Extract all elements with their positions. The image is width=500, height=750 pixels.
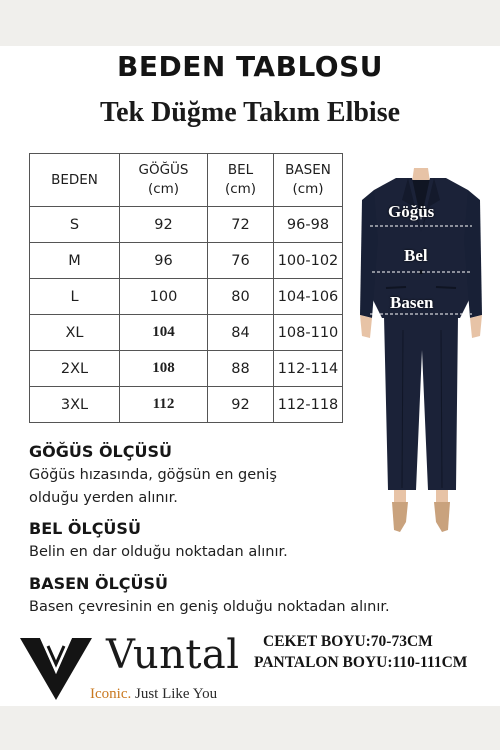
bel-label: Bel	[404, 246, 428, 265]
bel-heading: BEL ÖLÇÜSÜ	[29, 519, 141, 538]
table-row	[30, 387, 343, 423]
table-cell: 88	[208, 351, 274, 387]
tagline-rest: Just Like You	[131, 686, 218, 702]
table-cell: 112-114	[274, 351, 343, 387]
header-basen: BASEN (cm)	[274, 154, 343, 207]
table-cell: 3XL	[30, 387, 120, 423]
bottom-background-band	[0, 706, 500, 750]
table-cell: 96-98	[274, 207, 343, 243]
vuntal-logo-icon	[20, 638, 92, 700]
ceket-boyu: CEKET BOYU:70-73CM	[263, 633, 433, 650]
gogus-label: Göğüs	[388, 202, 435, 221]
table-cell: 108	[120, 351, 208, 387]
table-cell: 72	[208, 207, 274, 243]
table-cell: M	[30, 243, 120, 279]
table-cell: 76	[208, 243, 274, 279]
page-title: BEDEN TABLOSU	[116, 50, 383, 83]
table-cell: 80	[208, 279, 274, 315]
table-cell: 92	[120, 207, 208, 243]
table-cell: L	[30, 279, 120, 315]
gogus-text-line2: olduğu yerden alınır.	[29, 490, 178, 506]
size-table	[29, 153, 343, 423]
brand-name: Vuntal	[106, 632, 240, 678]
table-row	[30, 315, 343, 351]
table-cell: 92	[208, 387, 274, 423]
header-bel: BEL (cm)	[208, 154, 274, 207]
table-row	[30, 279, 343, 315]
table-row	[30, 207, 343, 243]
table-cell: 104	[120, 315, 208, 351]
table-cell: 112	[120, 387, 208, 423]
table-cell: 84	[208, 315, 274, 351]
table-cell: 112-118	[274, 387, 343, 423]
basen-text: Basen çevresinin en geniş olduğu noktadan alınır.	[29, 599, 390, 615]
header-beden: BEDEN	[30, 154, 120, 207]
table-cell: 2XL	[30, 351, 120, 387]
header-gogus: GÖĞÜS (cm)	[120, 154, 208, 207]
table-cell: 96	[120, 243, 208, 279]
gogus-text-line1: Göğüs hızasında, göğsün en geniş	[29, 467, 277, 483]
table-cell: 108-110	[274, 315, 343, 351]
pantalon-boyu: PANTALON BOYU:110-111CM	[254, 654, 468, 671]
tagline-prefix: Iconic.	[90, 686, 132, 702]
table-cell: 100	[120, 279, 208, 315]
bel-text: Belin en dar olduğu noktadan alınır.	[29, 544, 288, 560]
table-cell: 100-102	[274, 243, 343, 279]
gogus-heading: GÖĞÜS ÖLÇÜSÜ	[29, 442, 172, 461]
brand-tagline	[90, 686, 217, 703]
top-background-band	[0, 0, 500, 46]
table-cell: 104-106	[274, 279, 343, 315]
table-cell: S	[30, 207, 120, 243]
basen-label: Basen	[390, 293, 434, 312]
basen-heading: BASEN ÖLÇÜSÜ	[29, 574, 169, 593]
table-row	[30, 243, 343, 279]
table-cell: XL	[30, 315, 120, 351]
table-header-row	[30, 154, 343, 207]
table-row	[30, 351, 343, 387]
page-subtitle: Tek Düğme Takım Elbise	[99, 97, 401, 128]
